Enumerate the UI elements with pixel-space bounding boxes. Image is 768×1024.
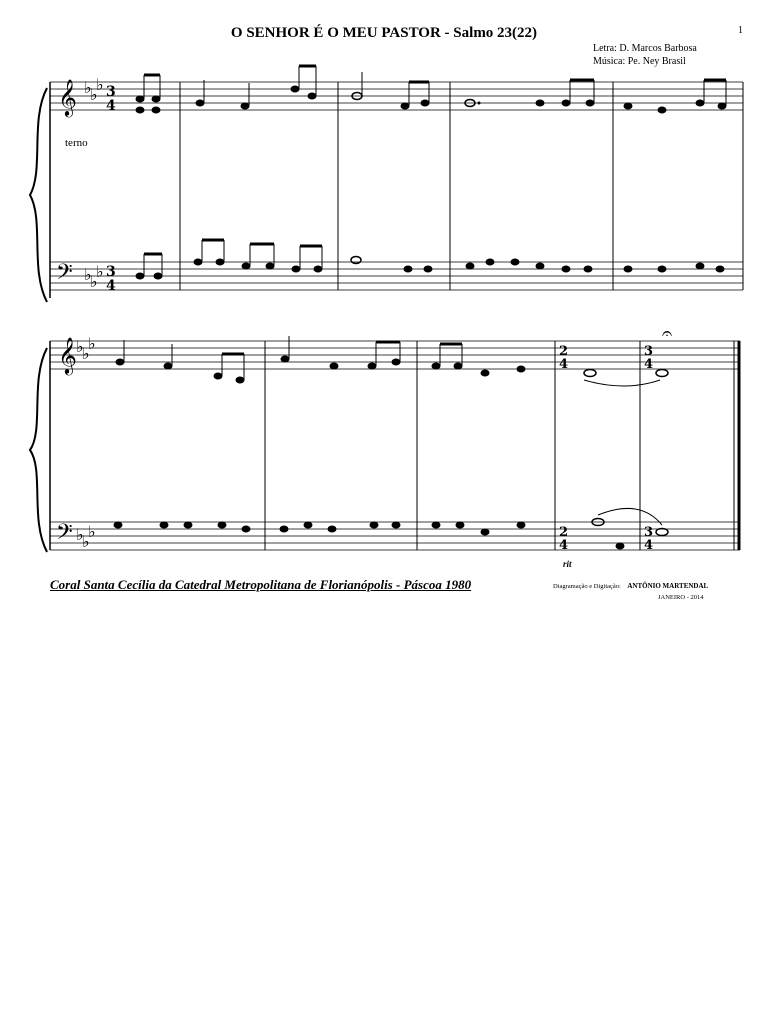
- flat-icon: ♭: [88, 522, 96, 541]
- treble-clef-icon: 𝄞: [58, 336, 77, 374]
- flat-icon: ♭: [88, 334, 96, 353]
- system-1-notes: [136, 66, 726, 279]
- time-signature-numerator: 3: [106, 264, 116, 280]
- diagram-label: Diagramação e Digitação:: [553, 583, 621, 590]
- system-2-notes: [114, 336, 668, 549]
- flat-icon: ♭: [82, 532, 90, 551]
- time-signature-denominator: 4: [106, 278, 116, 294]
- time-signature-numerator: 3: [644, 344, 654, 359]
- flat-icon: ♭: [96, 262, 104, 281]
- treble-clef-icon: 𝄞: [58, 78, 77, 116]
- time-signature-numerator: 2: [559, 344, 569, 359]
- bass-clef-icon: 𝄢: [56, 520, 73, 550]
- page-number: 1: [738, 25, 743, 36]
- time-signature-denominator: 4: [559, 357, 569, 372]
- system-1-clefs: [56, 75, 116, 294]
- song-title: O SENHOR É O MEU PASTOR - Salmo 23(22): [230, 25, 538, 41]
- flat-icon: ♭: [84, 265, 92, 284]
- diagram-credit: [553, 582, 708, 590]
- time-signature-denominator: 4: [644, 538, 654, 553]
- lyrics-credit: Letra: D. Marcos Barbosa: [593, 43, 697, 54]
- flat-icon: ♭: [82, 344, 90, 363]
- system-2-brace: [30, 348, 47, 552]
- time-signature-numerator: 3: [106, 84, 116, 100]
- author-name: ANTÔNIO MARTENDAL: [627, 582, 709, 590]
- time-signature-numerator: 3: [644, 525, 654, 540]
- bass-clef-icon: 𝄢: [56, 260, 73, 290]
- time-signature-numerator: 2: [559, 525, 569, 540]
- footer-date: JANEIRO - 2014: [658, 594, 704, 601]
- rit-marking: rit: [563, 559, 572, 569]
- music-credit: Música: Pe. Ney Brasil: [593, 55, 686, 67]
- flat-icon: ♭: [90, 85, 98, 104]
- flat-icon: ♭: [76, 525, 84, 544]
- time-signature-denominator: 4: [559, 538, 569, 553]
- flat-icon: ♭: [84, 78, 92, 97]
- system-2-clefs: [56, 323, 672, 553]
- time-signature-denominator: 4: [644, 357, 654, 372]
- system-1: [30, 82, 743, 302]
- system-1-barlines: [180, 82, 743, 290]
- flat-icon: ♭: [90, 272, 98, 291]
- fermata-icon: 𝄐: [662, 323, 673, 344]
- time-signature-denominator: 4: [106, 98, 116, 114]
- system-1-brace: [30, 88, 47, 302]
- flat-icon: ♭: [76, 337, 84, 356]
- flat-icon: ♭: [96, 75, 104, 94]
- system-2: [30, 341, 740, 552]
- terno-label: terno: [65, 137, 88, 149]
- choir-footer: Coral Santa Cecília da Catedral Metropolitana de Florianópolis - Páscoa 1980: [50, 577, 472, 592]
